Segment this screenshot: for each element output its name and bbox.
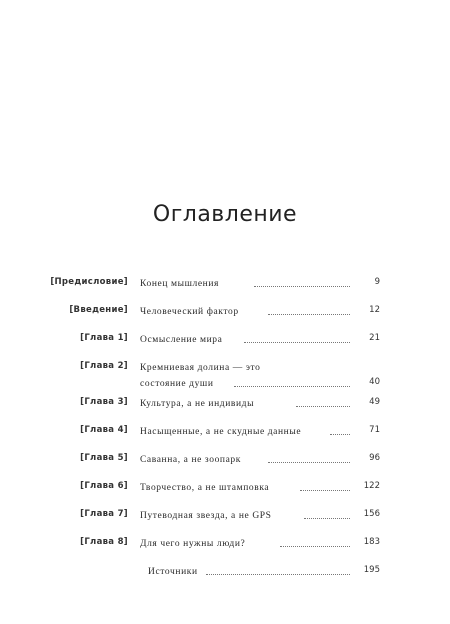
entry-title-text: Путеводная звезда, а не GPS	[140, 511, 272, 521]
chapter-label: [Глава 5]	[80, 453, 128, 463]
dot-leader	[206, 573, 350, 575]
entry-title-text: Насыщенные, а не скудные данные	[140, 427, 302, 437]
entry-title-text: Осмысление мира	[140, 335, 223, 345]
chapter-label: [Глава 7]	[80, 509, 128, 519]
dot-leader	[296, 405, 350, 407]
page-number: 183	[363, 537, 380, 547]
entry-title-line-2: состояние души	[140, 379, 214, 389]
page-number: 96	[369, 453, 380, 463]
leader-row	[140, 536, 380, 548]
entry-title-text: Для чего нужны люди?	[140, 539, 246, 549]
dot-leader	[234, 385, 350, 387]
leader-row	[140, 564, 380, 576]
leader-row	[140, 276, 380, 288]
entry-title-text: Культура, а не индивиды	[140, 399, 255, 409]
entry-title-text: Источники	[148, 567, 198, 577]
leader-row	[140, 304, 380, 316]
leader-row	[140, 396, 380, 408]
entry-title-text: Творчество, а не штамповка	[140, 483, 270, 493]
leader-row	[140, 452, 380, 464]
entry-title-text: Конец мышления	[140, 279, 219, 289]
page-number: 156	[363, 509, 380, 519]
page-number: 12	[369, 305, 380, 315]
chapter-label: [Глава 1]	[80, 333, 128, 343]
leader-row	[140, 376, 380, 388]
entry-title-text: Человеческий фактор	[140, 307, 239, 317]
page-number: 9	[374, 277, 380, 287]
page-number: 195	[363, 565, 380, 575]
chapter-label: [Предисловие]	[50, 277, 128, 287]
leader-row	[140, 508, 380, 520]
page-number: 49	[369, 397, 380, 407]
dot-leader	[268, 313, 350, 315]
entry-title-text: Саванна, а не зоопарк	[140, 455, 241, 465]
dot-leader	[304, 517, 350, 519]
chapter-label: [Глава 8]	[80, 537, 128, 547]
dot-leader	[330, 433, 350, 435]
page-number: 71	[369, 425, 380, 435]
dot-leader	[244, 341, 350, 343]
toc-entry-sources[interactable]	[0, 564, 450, 596]
chapter-label: [Глава 2]	[80, 361, 128, 371]
dot-leader	[280, 545, 350, 547]
page-number: 122	[363, 481, 380, 491]
entry-title-line-1: Кремниевая долина — это	[140, 363, 261, 373]
chapter-label: [Глава 4]	[80, 425, 128, 435]
toc-title: Оглавление	[152, 202, 298, 227]
dot-leader	[254, 285, 350, 287]
chapter-label: [Глава 3]	[80, 397, 128, 407]
page-number: 21	[369, 333, 380, 343]
leader-row	[140, 424, 380, 436]
page-number: 40	[369, 377, 380, 387]
chapter-label: [Глава 6]	[80, 481, 128, 491]
dot-leader	[268, 461, 350, 463]
leader-row	[140, 480, 380, 492]
leader-row	[140, 332, 380, 344]
dot-leader	[300, 489, 350, 491]
chapter-label: [Введение]	[69, 305, 128, 315]
toc-entry-chapter-2[interactable]	[0, 360, 450, 400]
